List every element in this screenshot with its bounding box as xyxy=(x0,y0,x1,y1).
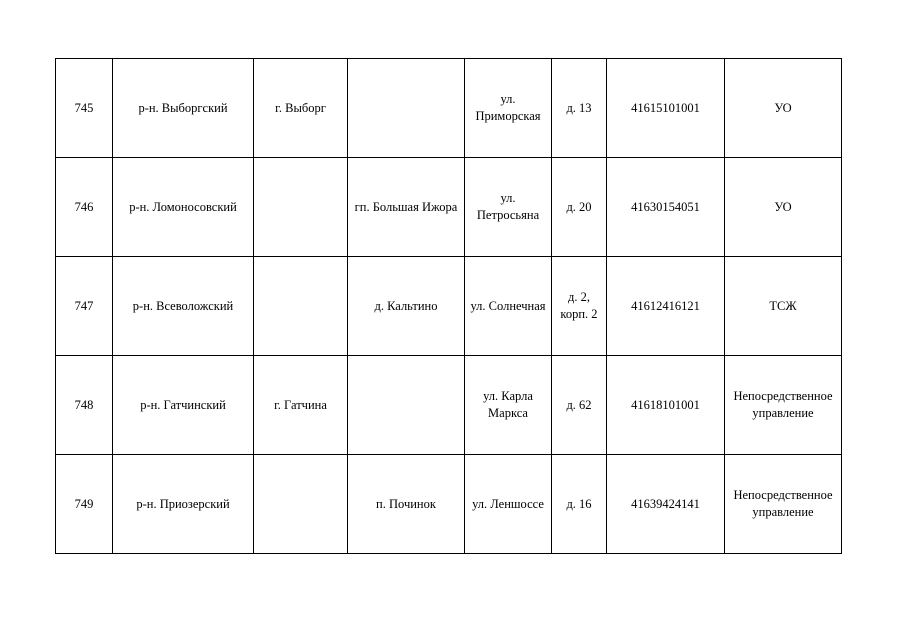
house-line: д. 13 xyxy=(566,100,592,115)
okato-code-cell: 41639424141 xyxy=(607,455,725,554)
table-row xyxy=(56,455,842,554)
city-cell: г. Гатчина xyxy=(254,356,348,455)
management-line: УО xyxy=(774,100,792,115)
house-line: д. 62 xyxy=(566,397,592,412)
street-line: ул. Солнечная xyxy=(470,298,546,313)
street-line: ул. xyxy=(500,92,516,106)
row-number-cell: 747 xyxy=(56,257,113,356)
settlement-cell xyxy=(348,59,465,158)
street-cell xyxy=(465,257,552,356)
table-row xyxy=(56,158,842,257)
row-number-cell: 748 xyxy=(56,356,113,455)
city-cell: г. Выборг xyxy=(254,59,348,158)
management-cell xyxy=(725,59,842,158)
row-number-cell: 745 xyxy=(56,59,113,158)
row-number-cell: 749 xyxy=(56,455,113,554)
house-line: д. 2, xyxy=(568,290,590,304)
street-line: ул. xyxy=(500,191,516,205)
city-cell xyxy=(254,455,348,554)
management-line: управление xyxy=(752,406,814,420)
management-cell xyxy=(725,158,842,257)
street-cell xyxy=(465,158,552,257)
house-cell xyxy=(552,455,607,554)
house-cell xyxy=(552,356,607,455)
house-line: корп. 2 xyxy=(560,307,598,321)
district-cell: р-н. Приозерский xyxy=(113,455,254,554)
district-cell: р-н. Всеволожский xyxy=(113,257,254,356)
settlement-cell: п. Починок xyxy=(348,455,465,554)
district-cell: р-н. Выборгский xyxy=(113,59,254,158)
table-row xyxy=(56,59,842,158)
house-cell xyxy=(552,257,607,356)
house-cell xyxy=(552,59,607,158)
settlement-cell: д. Кальтино xyxy=(348,257,465,356)
table-row xyxy=(56,356,842,455)
house-line: д. 20 xyxy=(566,199,592,214)
management-line: ТСЖ xyxy=(769,298,797,313)
settlement-cell xyxy=(348,356,465,455)
management-line: Непосредственное xyxy=(733,488,833,502)
address-registry-table xyxy=(55,58,842,554)
management-line: Непосредственное xyxy=(733,389,833,403)
city-cell xyxy=(254,158,348,257)
management-line: УО xyxy=(774,199,792,214)
city-cell xyxy=(254,257,348,356)
okato-code-cell: 41630154051 xyxy=(607,158,725,257)
okato-code-cell: 41615101001 xyxy=(607,59,725,158)
street-line: ул. Леншоссе xyxy=(472,496,544,511)
street-cell xyxy=(465,455,552,554)
settlement-cell: гп. Большая Ижора xyxy=(348,158,465,257)
house-cell xyxy=(552,158,607,257)
management-cell xyxy=(725,356,842,455)
house-line: д. 16 xyxy=(566,496,592,511)
management-line: управление xyxy=(752,505,814,519)
table-row xyxy=(56,257,842,356)
street-line: Петросьяна xyxy=(476,208,540,222)
management-cell xyxy=(725,455,842,554)
street-line: Приморская xyxy=(475,109,541,123)
okato-code-cell: 41618101001 xyxy=(607,356,725,455)
row-number-cell: 746 xyxy=(56,158,113,257)
street-cell xyxy=(465,356,552,455)
management-cell xyxy=(725,257,842,356)
street-line: Маркса xyxy=(488,406,528,420)
street-cell xyxy=(465,59,552,158)
okato-code-cell: 41612416121 xyxy=(607,257,725,356)
district-cell: р-н. Гатчинский xyxy=(113,356,254,455)
street-line: ул. Карла xyxy=(483,389,533,403)
district-cell: р-н. Ломоносовский xyxy=(113,158,254,257)
